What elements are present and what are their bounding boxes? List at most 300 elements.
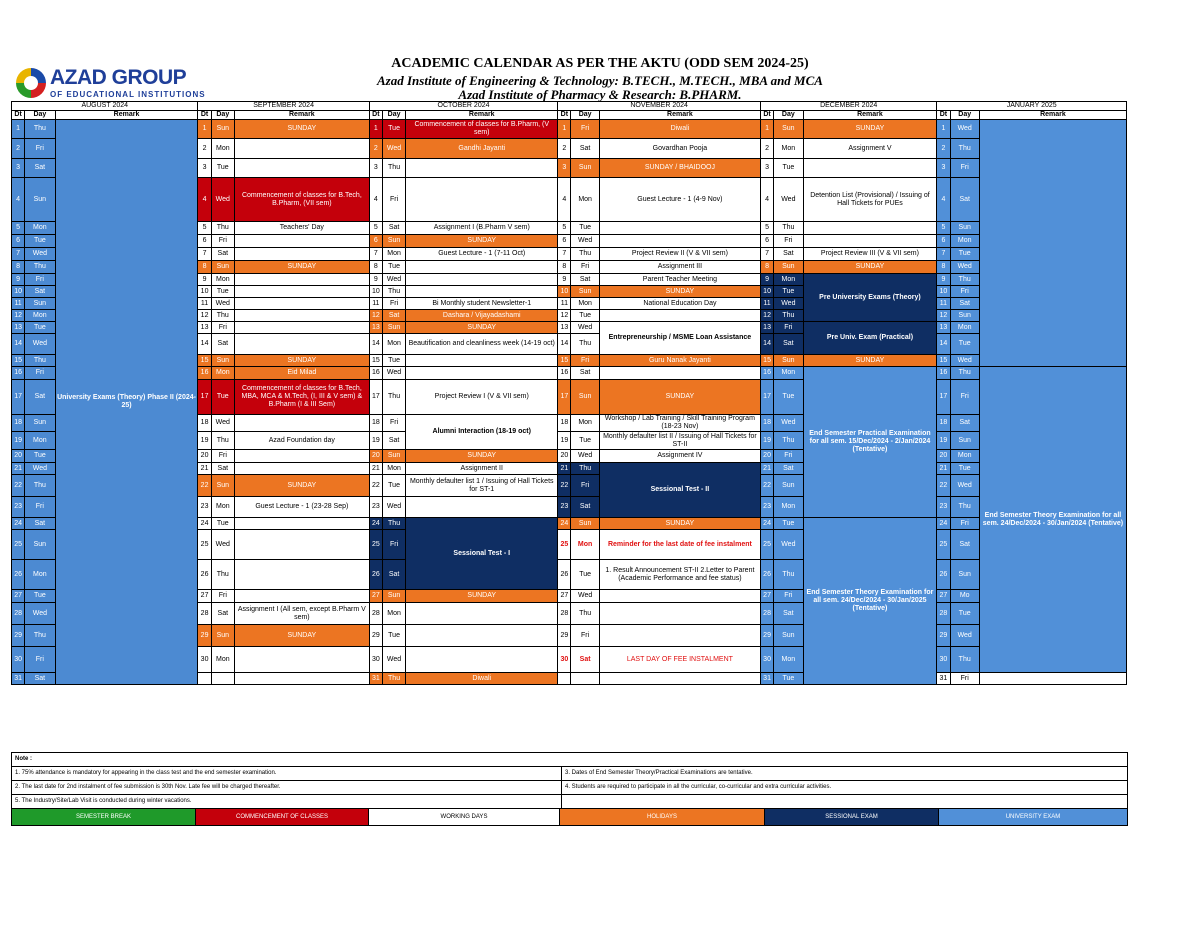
date-cell: 15 [369, 355, 382, 367]
day-cell: Sat [774, 603, 803, 625]
date-cell: 23 [369, 497, 382, 518]
remark-cell: Guest Lecture - 1 (4-9 Nov) [599, 178, 760, 222]
date-cell: 6 [369, 235, 382, 248]
day-cell: Wed [571, 235, 599, 248]
date-cell: 3 [198, 159, 211, 178]
day-cell: Mon [211, 647, 234, 673]
date-cell: 26 [198, 560, 211, 590]
day-cell: Sun [382, 235, 405, 248]
date-cell: 30 [198, 647, 211, 673]
day-cell: Thu [950, 367, 979, 380]
date-cell: 30 [760, 647, 773, 673]
day-cell: Sun [950, 432, 979, 450]
date-cell: 16 [558, 367, 571, 380]
date-cell: 19 [760, 432, 773, 450]
day-cell: Sun [950, 310, 979, 322]
date-cell: 3 [558, 159, 571, 178]
date-cell: 23 [198, 497, 211, 518]
date-cell: 4 [369, 178, 382, 222]
day-cell: Tue [950, 603, 979, 625]
date-cell: 8 [198, 261, 211, 274]
day-cell: Wed [382, 139, 405, 159]
day-cell: Tue [211, 518, 234, 530]
day-cell: Sat [774, 334, 803, 355]
date-cell: 27 [12, 590, 25, 603]
day-cell: Thu [950, 647, 979, 673]
date-cell: 2 [558, 139, 571, 159]
calendar-row [12, 120, 1127, 139]
column-header-dt: Dt [558, 111, 571, 120]
date-cell: 19 [558, 432, 571, 450]
remark-cell [234, 334, 369, 355]
date-cell [198, 673, 211, 685]
remark-cell [234, 415, 369, 432]
date-cell: 25 [558, 530, 571, 560]
month-header: SEPTEMBER 2024 [198, 102, 369, 111]
day-cell: Thu [950, 139, 979, 159]
day-cell: Wed [382, 274, 405, 286]
column-header-dt: Dt [12, 111, 25, 120]
remark-cell [599, 590, 760, 603]
remark-cell: Guest Lecture - 1 (7-11 Oct) [406, 248, 558, 261]
column-header-dt: Dt [937, 111, 950, 120]
day-cell: Tue [382, 120, 405, 139]
date-cell: 21 [760, 463, 773, 475]
date-cell: 11 [12, 298, 25, 310]
date-cell: 17 [760, 380, 773, 415]
day-cell: Fri [774, 590, 803, 603]
day-cell: Sun [211, 475, 234, 497]
date-cell: 9 [760, 274, 773, 286]
day-cell: Sun [571, 380, 599, 415]
column-header-remark: Remark [55, 111, 198, 120]
day-cell: Mon [571, 178, 599, 222]
remark-cell: Project Review III (V & VII sem) [803, 248, 937, 261]
remark-cell [599, 603, 760, 625]
day-cell: Sat [211, 248, 234, 261]
date-cell: 14 [12, 334, 25, 355]
notes-label: Note : [12, 753, 1128, 767]
date-cell: 25 [760, 530, 773, 560]
column-header-day: Day [382, 111, 405, 120]
date-cell: 20 [12, 450, 25, 463]
date-cell: 2 [198, 139, 211, 159]
day-cell: Wed [774, 178, 803, 222]
remark-cell: SUNDAY [803, 120, 937, 139]
remark-cell [234, 450, 369, 463]
event-block [979, 120, 1126, 367]
day-cell: Thu [382, 518, 405, 530]
day-cell: Tue [774, 518, 803, 530]
date-cell: 4 [198, 178, 211, 222]
day-cell: Mon [382, 463, 405, 475]
date-cell: 6 [558, 235, 571, 248]
date-cell: 22 [369, 475, 382, 497]
date-cell: 27 [937, 590, 950, 603]
remark-cell: Diwali [406, 673, 558, 685]
day-cell: Wed [25, 603, 55, 625]
date-cell: 22 [558, 475, 571, 497]
legend-holidays: HOLIDAYS [560, 809, 765, 826]
date-cell: 18 [558, 415, 571, 432]
remark-cell: SUNDAY [234, 261, 369, 274]
date-cell: 16 [369, 367, 382, 380]
azad-group-logo [16, 66, 216, 102]
date-cell: 11 [937, 298, 950, 310]
date-cell: 15 [12, 355, 25, 367]
remark-cell: LAST DAY OF FEE INSTALMENT [599, 647, 760, 673]
date-cell: 12 [369, 310, 382, 322]
day-cell: Fri [25, 139, 55, 159]
date-cell: 19 [198, 432, 211, 450]
day-cell: Mon [774, 139, 803, 159]
note-item: 1. 75% attendance is mandatory for appearing in the class test and the end semester examination. [12, 767, 562, 781]
day-cell: Tue [382, 355, 405, 367]
day-cell: Sat [382, 432, 405, 450]
event-block: Pre Univ. Exam (Practical) [803, 322, 937, 355]
day-cell: Thu [211, 432, 234, 450]
day-cell: Sun [571, 286, 599, 298]
day-cell: Sat [950, 415, 979, 432]
event-block: End Semester Theory Examination for all sem. 24/Dec/2024 - 30/Jan/2025 (Tentative) [803, 518, 937, 685]
day-cell: Wed [950, 625, 979, 647]
date-cell: 4 [558, 178, 571, 222]
day-cell: Sun [211, 625, 234, 647]
date-cell: 31 [12, 673, 25, 685]
date-cell: 8 [558, 261, 571, 274]
remark-cell [234, 590, 369, 603]
remark-cell: Guru Nanak Jayanti [599, 355, 760, 367]
date-cell: 11 [198, 298, 211, 310]
remark-cell: Commencement of classes for B.Tech, MBA, MCA & M.Tech, (I, III & V sem) & B.Pharm (I & III Sem) [234, 380, 369, 415]
date-cell: 8 [760, 261, 773, 274]
date-cell: 10 [760, 286, 773, 298]
day-cell: Wed [950, 120, 979, 139]
note-item: 5. The Industry/Site/Lab Visit is conducted during winter vacations. [12, 795, 562, 809]
date-cell: 25 [12, 530, 25, 560]
day-cell: Tue [211, 159, 234, 178]
remark-cell: Beautification and cleanliness week (14-19 oct) [406, 334, 558, 355]
day-cell: Fri [571, 355, 599, 367]
column-header-remark: Remark [234, 111, 369, 120]
day-cell: Fri [950, 286, 979, 298]
date-cell: 23 [760, 497, 773, 518]
day-cell: Wed [950, 355, 979, 367]
day-cell: Sun [25, 298, 55, 310]
day-cell: Sat [571, 274, 599, 286]
column-header-dt: Dt [760, 111, 773, 120]
remark-cell [406, 159, 558, 178]
date-cell: 26 [369, 560, 382, 590]
day-cell: Tue [774, 380, 803, 415]
date-cell: 9 [198, 274, 211, 286]
day-cell: Tue [25, 322, 55, 334]
date-cell: 14 [937, 334, 950, 355]
day-cell: Thu [25, 355, 55, 367]
remark-cell: Govardhan Pooja [599, 139, 760, 159]
day-cell: Thu [211, 560, 234, 590]
remark-cell: Assignment I (All sem, except B.Pharm V sem) [234, 603, 369, 625]
day-cell: Wed [382, 647, 405, 673]
date-cell: 29 [760, 625, 773, 647]
day-cell: Thu [211, 310, 234, 322]
date-cell: 27 [198, 590, 211, 603]
day-cell: Sat [950, 178, 979, 222]
date-cell: 17 [12, 380, 25, 415]
date-cell: 29 [12, 625, 25, 647]
date-cell: 18 [198, 415, 211, 432]
day-cell: Sat [382, 310, 405, 322]
remark-cell: Assignment II [406, 463, 558, 475]
day-cell: Wed [382, 497, 405, 518]
date-cell: 24 [12, 518, 25, 530]
event-block: End Semester Theory Examination for all sem. 24/Dec/2024 - 30/Jan/2024 (Tentative) [979, 367, 1126, 673]
day-cell: Wed [211, 415, 234, 432]
date-cell: 10 [12, 286, 25, 298]
day-cell: Wed [25, 334, 55, 355]
day-cell: Tue [382, 475, 405, 497]
day-cell: Sun [382, 322, 405, 334]
remark-cell: Assignment III [599, 261, 760, 274]
date-cell: 21 [937, 463, 950, 475]
day-cell: Sun [211, 261, 234, 274]
date-cell [558, 673, 571, 685]
date-cell: 10 [369, 286, 382, 298]
date-cell: 13 [369, 322, 382, 334]
date-cell: 22 [12, 475, 25, 497]
day-cell: Wed [774, 298, 803, 310]
date-cell: 26 [558, 560, 571, 590]
day-cell: Fri [211, 450, 234, 463]
date-cell: 7 [937, 248, 950, 261]
day-cell: Thu [774, 310, 803, 322]
date-cell: 15 [937, 355, 950, 367]
day-cell: Sun [382, 450, 405, 463]
remark-cell: SUNDAY [234, 355, 369, 367]
day-cell: Thu [382, 159, 405, 178]
day-cell: Wed [211, 178, 234, 222]
day-cell: Sun [774, 120, 803, 139]
date-cell: 1 [369, 120, 382, 139]
day-cell: Sat [571, 139, 599, 159]
column-header-remark: Remark [406, 111, 558, 120]
day-cell: Thu [950, 274, 979, 286]
day-cell: Wed [211, 530, 234, 560]
remark-cell [406, 647, 558, 673]
date-cell: 11 [558, 298, 571, 310]
column-header-remark: Remark [599, 111, 760, 120]
remark-cell: SUNDAY [406, 450, 558, 463]
date-cell: 19 [369, 432, 382, 450]
date-cell: 20 [760, 450, 773, 463]
remark-cell [803, 159, 937, 178]
day-cell: Sun [571, 159, 599, 178]
day-cell: Mon [25, 222, 55, 235]
day-cell: Mon [382, 334, 405, 355]
date-cell: 7 [558, 248, 571, 261]
date-cell: 12 [198, 310, 211, 322]
column-header-day: Day [25, 111, 55, 120]
day-cell: Tue [382, 261, 405, 274]
day-cell: Sun [25, 178, 55, 222]
day-cell: Fri [950, 159, 979, 178]
remark-cell [406, 367, 558, 380]
day-cell: Thu [571, 603, 599, 625]
date-cell: 16 [760, 367, 773, 380]
event-block: Sessional Test - II [599, 463, 760, 518]
day-cell: Wed [382, 367, 405, 380]
day-cell: Thu [25, 625, 55, 647]
remark-cell [599, 222, 760, 235]
day-cell: Fri [571, 120, 599, 139]
day-cell [571, 673, 599, 685]
remark-cell: Commencement of classes for B.Pharm, (V sem) [406, 120, 558, 139]
remark-cell [234, 647, 369, 673]
day-cell: Sat [571, 647, 599, 673]
day-cell: Fri [950, 518, 979, 530]
day-cell: Tue [382, 625, 405, 647]
day-cell: Sun [774, 475, 803, 497]
day-cell: Mon [774, 647, 803, 673]
remark-cell: Bi Monthly student Newsletter-1 [406, 298, 558, 310]
date-cell: 21 [12, 463, 25, 475]
day-cell: Sat [950, 530, 979, 560]
remark-cell: Workshop / Lab Training / Skill Training Program (18-23 Nov) [599, 415, 760, 432]
date-cell: 12 [937, 310, 950, 322]
date-cell: 6 [12, 235, 25, 248]
date-cell: 7 [369, 248, 382, 261]
day-cell: Mon [25, 432, 55, 450]
day-cell: Mon [774, 274, 803, 286]
remark-cell [599, 673, 760, 685]
date-cell: 2 [937, 139, 950, 159]
date-cell: 23 [12, 497, 25, 518]
date-cell: 6 [198, 235, 211, 248]
date-cell: 8 [937, 261, 950, 274]
day-cell: Fri [774, 322, 803, 334]
day-cell: Fri [211, 590, 234, 603]
day-cell: Sat [211, 334, 234, 355]
date-cell: 30 [369, 647, 382, 673]
date-cell: 6 [937, 235, 950, 248]
remark-cell [599, 367, 760, 380]
day-cell: Tue [774, 159, 803, 178]
day-cell: Tue [211, 286, 234, 298]
remark-cell: Teachers' Day [234, 222, 369, 235]
remark-cell: SUNDAY [406, 235, 558, 248]
month-header: AUGUST 2024 [12, 102, 198, 111]
day-cell: Fri [774, 235, 803, 248]
date-cell: 2 [369, 139, 382, 159]
remark-cell: Guest Lecture - 1 (23-28 Sep) [234, 497, 369, 518]
day-cell: Thu [25, 475, 55, 497]
day-cell: Fri [25, 647, 55, 673]
date-cell: 19 [12, 432, 25, 450]
day-cell: Tue [774, 673, 803, 685]
day-cell: Sun [25, 415, 55, 432]
day-cell: Tue [774, 286, 803, 298]
column-header-day: Day [211, 111, 234, 120]
day-cell: Mon [774, 497, 803, 518]
day-cell: Tue [571, 310, 599, 322]
remark-cell: Parent Teacher Meeting [599, 274, 760, 286]
date-cell: 5 [12, 222, 25, 235]
day-cell: Sat [950, 298, 979, 310]
date-cell: 13 [558, 322, 571, 334]
date-cell: 6 [760, 235, 773, 248]
date-cell: 1 [558, 120, 571, 139]
date-cell: 2 [12, 139, 25, 159]
date-cell: 10 [558, 286, 571, 298]
day-cell: Tue [571, 432, 599, 450]
remark-cell: Monthly defaulter list 1 / Issuing of Hall Tickets for ST-1 [406, 475, 558, 497]
date-cell: 28 [558, 603, 571, 625]
date-cell: 21 [558, 463, 571, 475]
date-cell: 1 [760, 120, 773, 139]
remark-cell [234, 159, 369, 178]
remark-cell: 1. Result Announcement ST-II 2.Letter to Parent (Academic Performance and fee status) [599, 560, 760, 590]
month-header: DECEMBER 2024 [760, 102, 936, 111]
day-cell [211, 673, 234, 685]
date-cell: 29 [198, 625, 211, 647]
day-cell: Wed [774, 415, 803, 432]
date-cell: 4 [760, 178, 773, 222]
date-cell: 22 [937, 475, 950, 497]
date-cell: 14 [369, 334, 382, 355]
date-cell: 12 [760, 310, 773, 322]
date-cell: 27 [369, 590, 382, 603]
day-cell: Thu [571, 463, 599, 475]
day-cell: Sat [25, 380, 55, 415]
day-cell: Wed [571, 322, 599, 334]
remark-cell [406, 286, 558, 298]
date-cell: 25 [937, 530, 950, 560]
remark-cell [803, 222, 937, 235]
day-cell: Mo [950, 590, 979, 603]
date-cell: 31 [369, 673, 382, 685]
date-cell: 31 [937, 673, 950, 685]
day-cell: Tue [950, 248, 979, 261]
legend-working-days: WORKING DAYS [369, 809, 560, 826]
institute-engineering: Azad Institute of Engineering & Technology: B.TECH., M.TECH., MBA and MCA [377, 73, 823, 88]
day-cell: Thu [382, 380, 405, 415]
date-cell: 28 [12, 603, 25, 625]
date-cell: 20 [198, 450, 211, 463]
event-block: Sessional Test - I [406, 518, 558, 590]
date-cell: 12 [558, 310, 571, 322]
day-cell: Mon [211, 139, 234, 159]
day-cell: Sun [774, 625, 803, 647]
date-cell: 9 [12, 274, 25, 286]
day-cell: Mon [950, 235, 979, 248]
remark-cell: Commencement of classes for B.Tech, B.Pharm, (VII sem) [234, 178, 369, 222]
day-cell: Mon [211, 367, 234, 380]
remark-cell: SUNDAY [234, 475, 369, 497]
date-cell: 22 [760, 475, 773, 497]
day-cell: Thu [571, 248, 599, 261]
day-cell: Thu [774, 432, 803, 450]
remark-cell: Diwali [599, 120, 760, 139]
day-cell: Wed [950, 475, 979, 497]
day-cell: Sun [25, 530, 55, 560]
remark-cell: SUNDAY [803, 261, 937, 274]
day-cell: Fri [382, 298, 405, 310]
column-header-day: Day [950, 111, 979, 120]
day-cell: Sat [774, 248, 803, 261]
remark-cell [406, 178, 558, 222]
day-cell: Sun [382, 590, 405, 603]
date-cell: 7 [760, 248, 773, 261]
